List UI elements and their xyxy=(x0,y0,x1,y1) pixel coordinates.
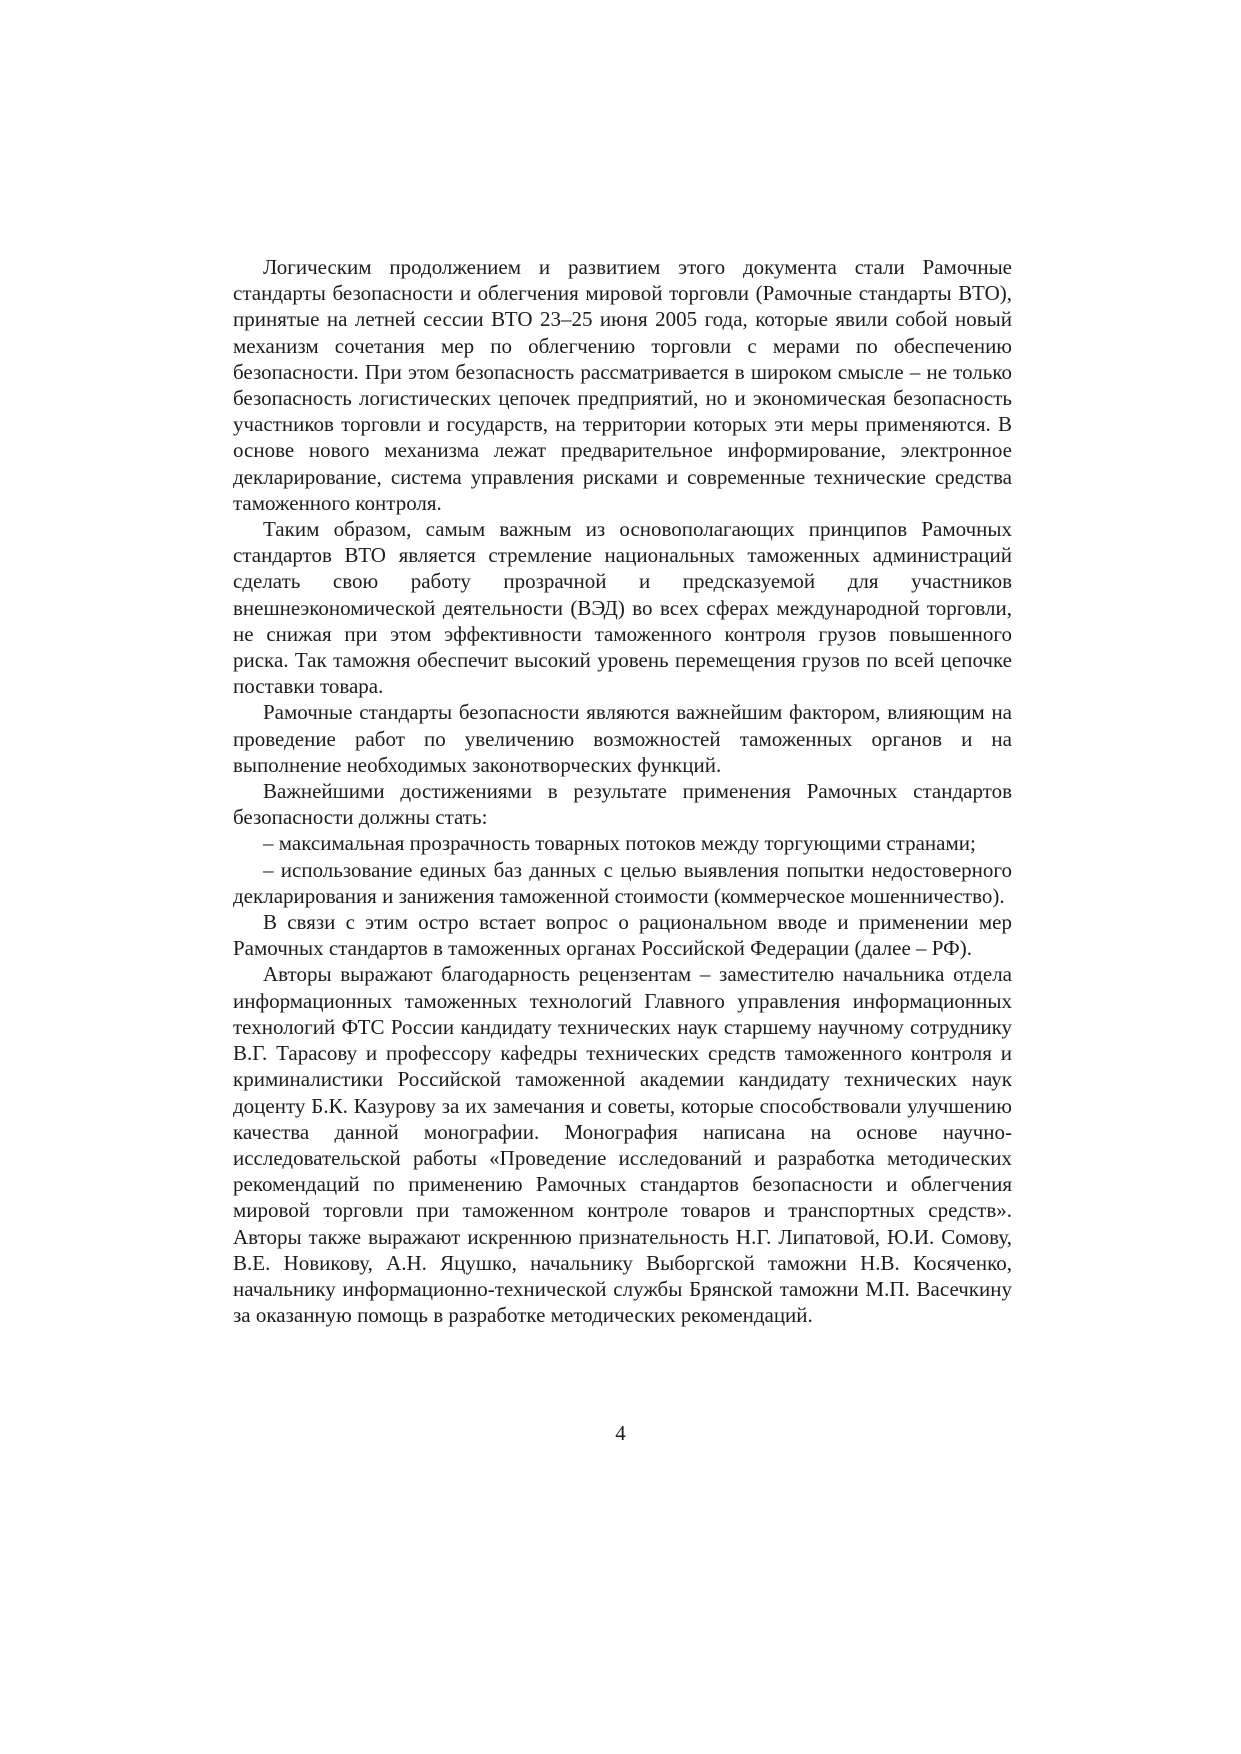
page-number: 4 xyxy=(615,1421,626,1445)
list-item-2: – использование единых баз данных с целью выявления попытки недостоверного декларирования и занижения таможенной стоимости (коммерческое мошенничество). xyxy=(233,857,1012,908)
paragraph-6: Авторы выражают благодарность рецензентам – заместителю начальника отдела информационных таможенных технологий Главного управления информационных технологий ФТС России кандидату технических наук старшему научному сотруднику В.Г. Тарасову и профессору кафедры технических средств таможенного контроля и криминалистики Российской таможенной академии кандидату технических наук доценту Б.К. Казурову за их замечания и советы, которые способствовали улучшению качества данной монографии. Монография написана на основе научно-исследовательской работы «Проведение исследований и разработка методических рекомендаций по применению Рамочных стандартов безопасности и облегчения мировой торговли при таможенном контроле товаров и транспортных средств». Авторы также выражают искреннюю признательность Н.Г. Липатовой, Ю.И. Сомову, В.Е. Новикову, А.Н. Яцушко, начальнику Выборгской таможни Н.В. Косяченко, начальнику информационно-технической службы Брянской таможни М.П. Васечкину за оказанную помощь в разработке методических рекомендаций. xyxy=(233,962,1012,1328)
paragraph-5: В связи с этим остро встает вопрос о рациональном вводе и применении мер Рамочных стандартов в таможенных органах Российской Федерации (далее – РФ). xyxy=(233,910,1012,961)
body-text xyxy=(233,254,1012,1328)
paragraph-2: Таким образом, самым важным из основополагающих принципов Рамочных стандартов ВТО является стремление национальных таможенных администраций сделать свою работу прозрачной и предсказуемой для участников внешнеэкономической деятельности (ВЭД) во всех сферах международной торговли, не снижая при этом эффективности таможенного контроля грузов повышенного риска. Так таможня обеспечит высокий уровень перемещения грузов по всей цепочке поставки товара. xyxy=(233,517,1012,699)
paragraph-1: Логическим продолжением и развитием этого документа стали Рамочные стандарты безопасности и облегчения мировой торговли (Рамочные стандарты ВТО), принятые на летней сессии ВТО 23–25 июня 2005 года, которые явили собой новый механизм сочетания мер по облегчению торговли с мерами по обеспечению безопасности. При этом безопасность рассматривается в широком смысле – не только безопасность логистических цепочек предприятий, но и экономическая безопасность участников торговли и государств, на территории которых эти меры применяются. В основе нового механизма лежат предварительное информирование, электронное декларирование, система управления рисками и современные технические средства таможенного контроля. xyxy=(233,255,1012,515)
paragraph-3: Рамочные стандарты безопасности являются важнейшим фактором, влияющим на проведение работ по увеличению возможностей таможенных органов и на выполнение необходимых законотворческих функций. xyxy=(233,700,1012,777)
paragraph-4: Важнейшими достижениями в результате применения Рамочных стандартов безопасности должны стать: xyxy=(233,779,1012,830)
list-item-1: – максимальная прозрачность товарных потоков между торгующими странами; xyxy=(263,831,976,856)
